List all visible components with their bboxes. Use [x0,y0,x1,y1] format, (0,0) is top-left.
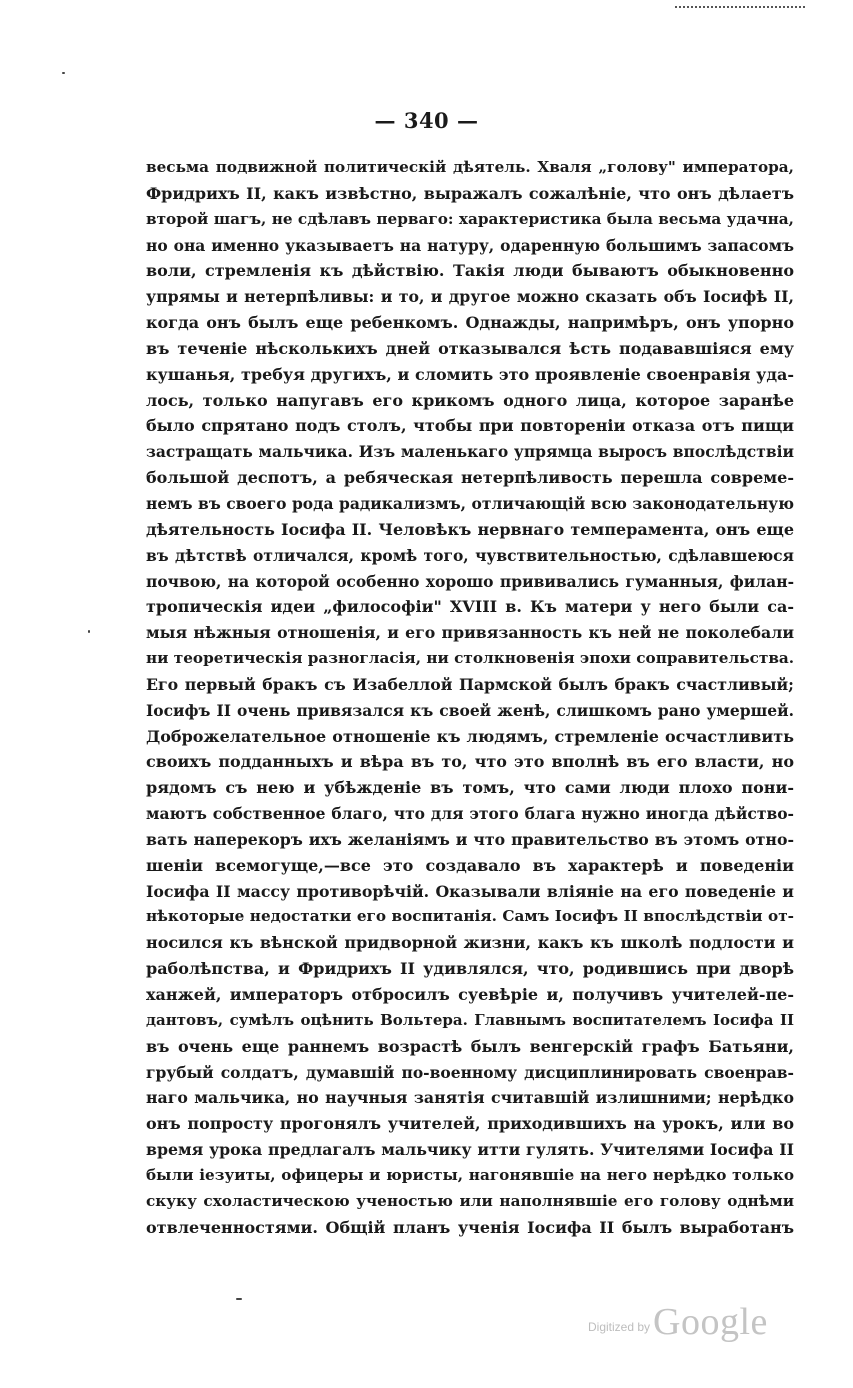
text-line: когда онъ былъ еще ребенкомъ. Однажды, напримѣръ, онъ упорно [146,313,794,333]
text-line: немъ въ своего рода радикализмъ, отличающій всю законодательную [146,493,794,513]
text-line: время урока предлагалъ мальчику итти гулять. Учителями Іосифа II [146,1140,794,1160]
scan-speck [88,630,90,633]
text-line: раболѣпства, и Фридрихъ II удивлялся, что, родившись при дворѣ [146,959,794,979]
text-line: грубый солдатъ, думавшій по-военному дисциплинировать своенрав- [146,1062,794,1082]
text-line: Іосифъ II очень привязался къ своей женѣ, слишкомъ рано умершей. [146,700,794,720]
text-line: дѣятельность Іосифа II. Человѣкъ нервнаго темперамента, онъ еще [146,519,794,539]
text-line: онъ попросту прогонялъ учителей, приходившихъ на урокъ, или во [146,1114,794,1134]
text-line: лось, только напугавъ его крикомъ одного лица, которое заранѣе [146,390,794,410]
text-line: ни теоретическія разногласія, ни столкновенія эпохи соправительства. [146,649,794,668]
text-line: носился къ вѣнской придворной жизни, какъ къ школѣ подлости и [146,933,794,953]
text-line: дантовъ, сумѣлъ оцѣнить Вольтера. Главнымъ воспитателемъ Іосифа II [146,1010,794,1029]
scan-speck [62,72,65,74]
text-line: маютъ собственное благо, что для этого блага нужно иногда дѣйство- [146,804,794,824]
text-line: Фридрихъ II, какъ извѣстно, выражалъ сожалѣніе, что онъ дѣлаетъ [146,183,794,203]
text-line: мыя нѣжныя отношенія, и его привязанность къ ней не поколебали [146,623,794,643]
watermark-google-logo: Google [653,1301,768,1343]
text-line: ханжей, императоръ отбросилъ суевѣріе и, получивъ учителей-пе- [146,985,794,1004]
text-line: Доброжелательное отношеніе къ людямъ, стремленіе осчастливить [146,726,794,746]
text-line: но она именно указываетъ на натуру, одаренную большимъ запасомъ [146,235,794,255]
text-line: были іезуиты, офицеры и юристы, нагонявшіе на него нерѣдко только [146,1165,794,1184]
text-line: шеніи всемогуще,—все это создавало въ характерѣ и поведеніи [146,855,794,875]
text-line: своихъ подданныхъ и вѣра въ то, что это вполнѣ въ его власти, но [146,752,794,772]
text-line: наго мальчика, но научныя занятія считавшій излишними; нерѣдко [146,1088,794,1108]
text-line: упрямы и нетерпѣливы: и то, и другое можно сказать объ Іосифѣ II, [146,287,794,307]
scan-corner-mark [675,0,805,8]
text-line: нѣкоторые недостатки его воспитанія. Самъ Іосифъ II впослѣдствіи от- [146,907,794,926]
text-line: воли, стремленія къ дѣйствію. Такія люди бываютъ обыкновенно [146,261,794,281]
text-line: застращать мальчика. Изъ маленькаго упрямца выросъ впослѣдствіи [146,442,794,462]
body-text [146,155,794,1240]
text-line: почвою, на которой особенно хорошо прививались гуманныя, филан- [146,571,794,591]
text-line: Его первый бракъ съ Изабеллой Пармской былъ бракъ счастливый; [146,674,794,694]
text-line: большой деспотъ, а ребяческая нетерпѣливость перешла совреме- [146,468,794,488]
text-line: тропическія идеи „философіи" XVIII в. Къ матери у него были са- [146,597,794,617]
page-number: — 340 — [374,108,479,133]
text-line: было спрятано подъ столъ, чтобы при повтореніи отказа отъ пищи [146,416,794,436]
digitized-watermark [588,1294,788,1344]
text-line: отвлеченностями. Общій планъ ученія Іосифа II былъ выработанъ [146,1217,794,1237]
watermark-digitized-by: Digitized by [588,1320,651,1334]
text-line: скуку схоластическою ученостью или наполнявшіе его голову однѣми [146,1191,794,1210]
text-line: въ дѣтствѣ отличался, кромѣ того, чувствительностью, сдѣлавшеюся [146,545,794,565]
text-line: кушанья, требуя другихъ, и сломить это проявленіе своенравія уда- [146,364,794,384]
text-line: вать наперекоръ ихъ желаніямъ и что правительство въ этомъ отно- [146,829,794,849]
text-line: въ очень еще раннемъ возрастѣ былъ венгерскій графъ Батьяни, [146,1036,794,1056]
text-line: рядомъ съ нею и убѣжденіе въ томъ, что сами люди плохо пони- [146,778,794,798]
scan-speck [236,1298,242,1300]
text-line: въ теченіе нѣсколькихъ дней отказывался ѣсть подававшіяся ему [146,338,794,358]
text-line: Іосифа II массу противорѣчій. Оказывали вліяніе на его поведеніе и [146,881,794,901]
text-line: весьма подвижной политическій дѣятель. Хваля „голову" императора, [146,158,794,176]
text-line: второй шагъ, не сдѣлавъ перваго: характеристика была весьма удачна, [146,209,794,228]
